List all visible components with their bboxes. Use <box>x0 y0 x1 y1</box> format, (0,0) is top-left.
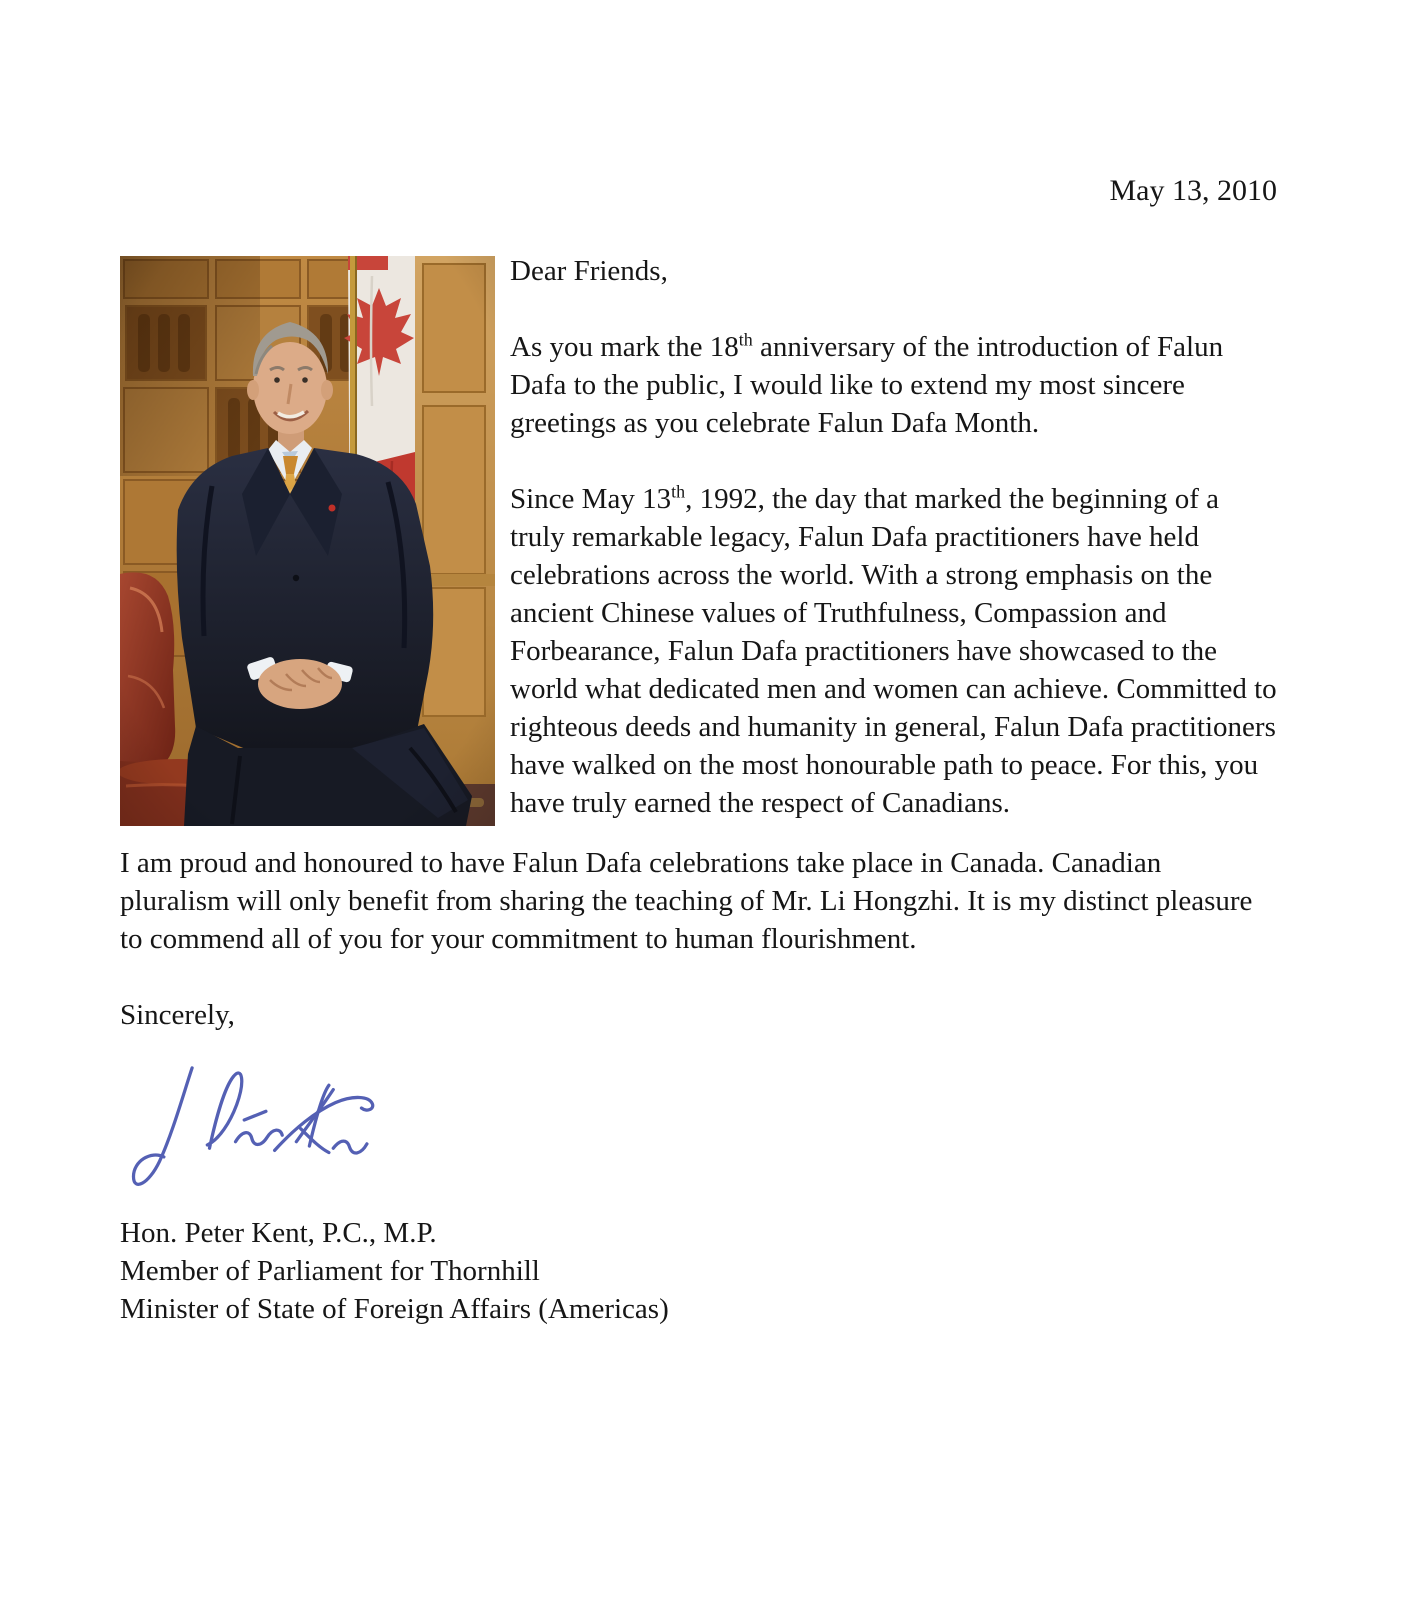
paragraph-2-text-cont: , 1992, the day that marked the beginning of a truly remarkable legacy, Falun Dafa practitioners have held celebrations across the world. With a strong emphasis on the ancient Chinese values of Truthfulness, Compassion and Forbearance, Falun Dafa practitioners have showcased to the world what dedicated men and women can achieve. Committed to righteous deeds and humanity in general, Falun Dafa practitioners have walked on the most honourable path to peace. For this, you have truly earned the respect of Canadians. <box>510 483 1277 819</box>
closing: Sincerely, <box>120 999 235 1031</box>
signer-title-1: Member of Parliament for Thornhill <box>120 1255 540 1287</box>
salutation: Dear Friends, <box>510 255 668 287</box>
portrait-photo <box>120 256 495 826</box>
ordinal-superscript: th <box>671 481 686 502</box>
paragraph-1-text-cont: anniversary of the introduction of Falun Dafa to the public, I would like to extend my most sincere greetings as you celebrate Falun Dafa Month. <box>510 331 1224 439</box>
letter-content <box>120 172 1277 1328</box>
paragraph-2-text: Since May 13 <box>510 483 672 515</box>
signer-title-2: Minister of State of Foreign Affairs (Americas) <box>120 1293 669 1325</box>
letter-date: May 13, 2010 <box>1109 174 1277 207</box>
signer-block <box>120 1214 1277 1328</box>
signer-name: Hon. Peter Kent, P.C., M.P. <box>120 1217 437 1249</box>
ordinal-superscript: th <box>738 329 753 350</box>
paragraph-3: I am proud and honoured to have Falun Dafa celebrations take place in Canada. Canadian pluralism will only benefit from sharing the teaching of Mr. Li Hongzhi. It is my distinct pleasure to commend all of you for your commitment to human flourishment. <box>120 847 1253 955</box>
paragraph-1-text: As you mark the 18 <box>510 331 739 363</box>
signature-ink <box>124 1044 384 1196</box>
portrait-photo-illustration <box>120 256 495 826</box>
signature-image <box>124 1044 384 1196</box>
